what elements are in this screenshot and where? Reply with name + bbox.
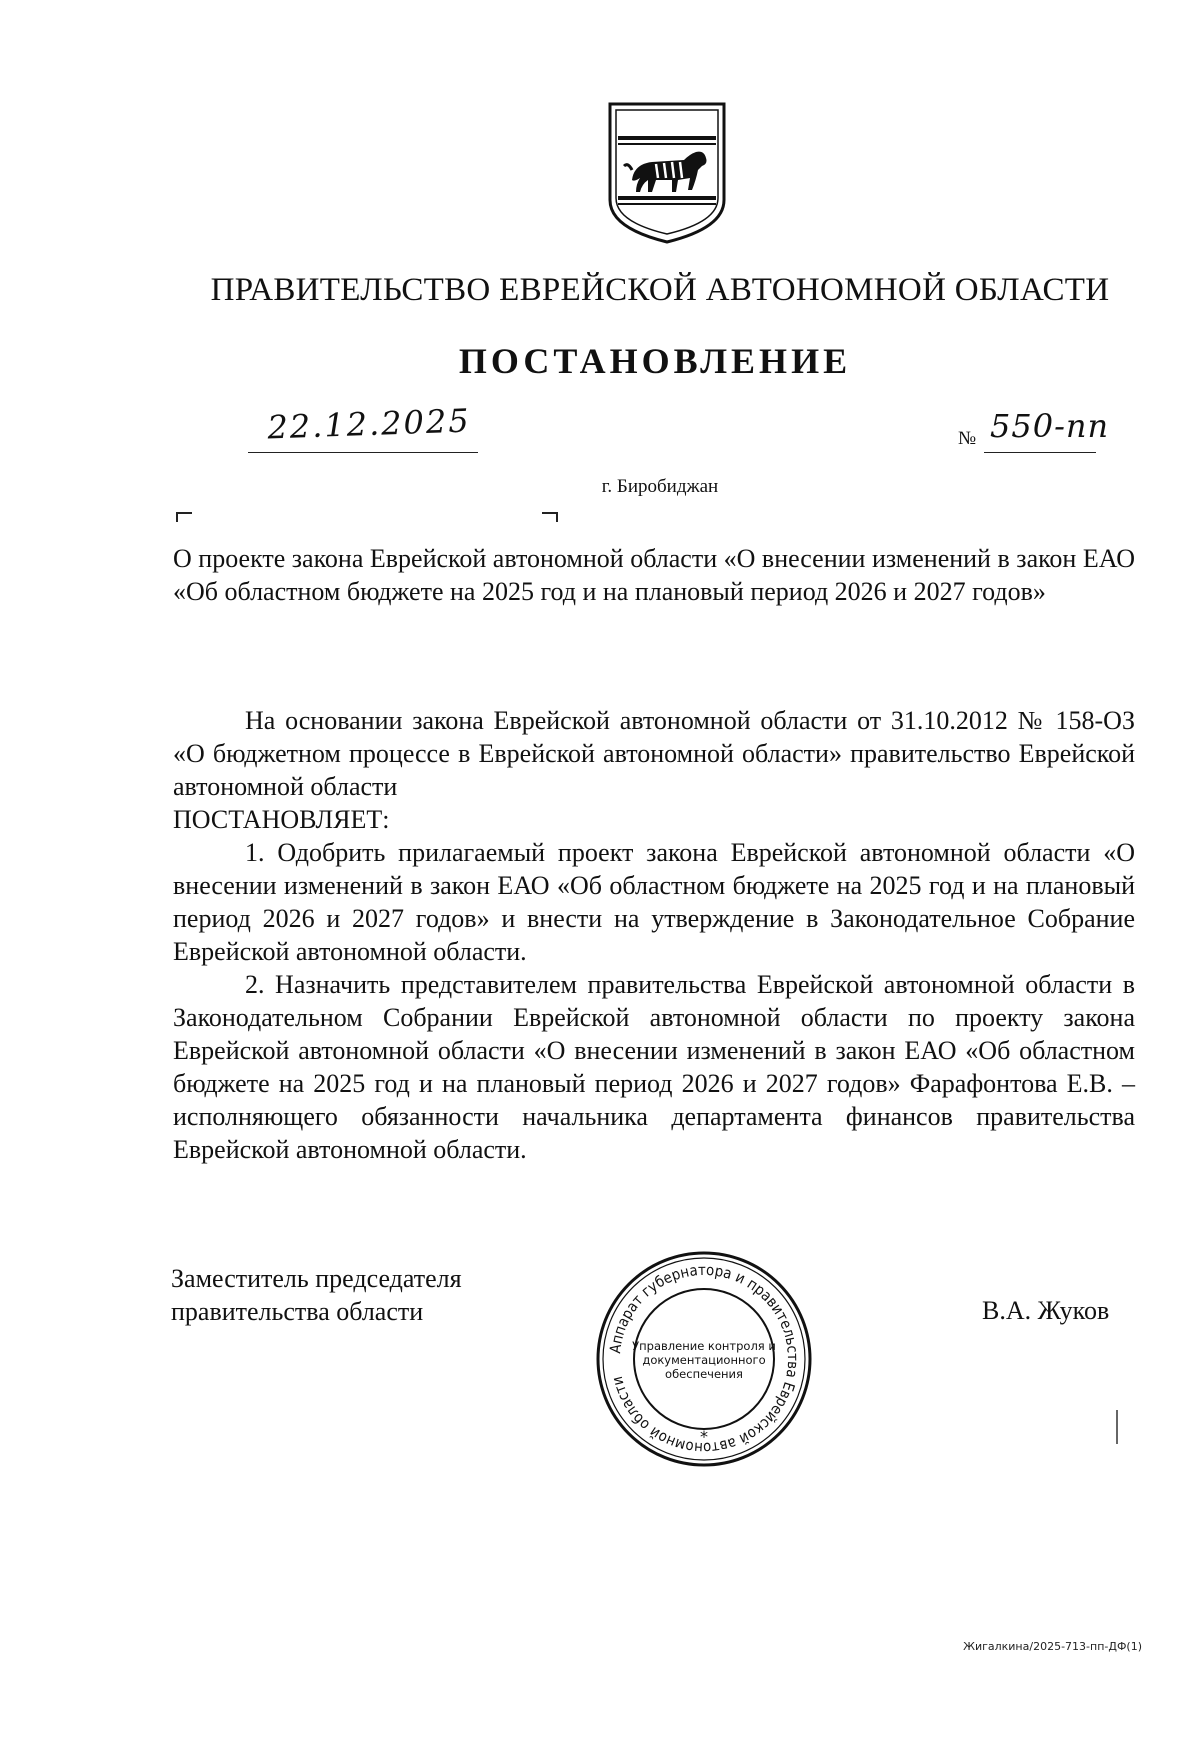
signatory-position-line1: Заместитель председателя — [171, 1264, 462, 1293]
government-title: ПРАВИТЕЛЬСТВО ЕВРЕЙСКОЙ АВТОНОМНОЙ ОБЛАСТИ — [210, 272, 1110, 308]
number-sign: № — [958, 428, 977, 449]
document-type-heading: ПОСТАНОВЛЕНИЕ — [458, 341, 852, 381]
decree-item-1: 1. Одобрить прилагаемый проект закона Еврейской автономной области «О внесении изменений в закон ЕАО «Об областном бюджете на 2025 год и на плановый период 2026 и 2027 годов» и внести на утверждение в Законодательное Собрание Еврейской автономной области. — [173, 838, 1135, 966]
preamble-paragraph: На основании закона Еврейской автономной области от 31.10.2012 № 158-ОЗ «О бюджетном процессе в Еврейской автономной области» правительство Еврейской автономной области — [173, 706, 1135, 801]
document-number: 550-пп — [990, 407, 1110, 445]
subject-bracket-right — [542, 512, 558, 522]
subject-bracket-left — [176, 512, 192, 522]
number-underline — [984, 452, 1096, 453]
official-stamp — [595, 1250, 813, 1468]
stamp-ring-text: Аппарат губернатора и правительства Еврейской автономной области — [606, 1260, 803, 1458]
coat-of-arms-icon — [606, 100, 728, 246]
stamp-center-line2: документационного — [642, 1353, 766, 1367]
signatory-position-line2: правительства области — [171, 1297, 424, 1326]
stamp-center-line1: Управление контроля и — [632, 1339, 776, 1353]
stamp-star: * — [700, 1427, 708, 1446]
stamp-center-line3: обеспечения — [665, 1367, 743, 1381]
document-subject: О проекте закона Еврейской автономной области «О внесении изменений в закон ЕАО «Об областном бюджете на 2025 год и на плановый период 2026 и 2027 годов» — [173, 544, 1135, 606]
decree-item-2: 2. Назначить представителем правительства Еврейской автономной области в Законодательном Собрании Еврейской автономной области по проекту закона Еврейской автономной области «О внесении изменений в закон ЕАО «Об областном бюджете на 2025 год и на плановый период 2026 и 2027 годов» Фарафонтова Е.В. – исполняющего обязанности начальника департамента финансов правительства Еврейской автономной области. — [173, 970, 1135, 1164]
margin-mark — [1116, 1410, 1118, 1444]
decree-word: ПОСТАНОВЛЯЕТ: — [173, 805, 390, 834]
document-date: 22.12.2025 — [266, 401, 472, 447]
coat-of-arms-shield — [606, 100, 728, 246]
signatory-position — [171, 1262, 462, 1328]
stamp-seal-icon — [595, 1250, 813, 1468]
date-underline — [248, 452, 478, 453]
footer-document-code: Жигалкина/2025-713-пп-ДФ(1) — [963, 1640, 1142, 1653]
city: г. Биробиджан — [601, 476, 719, 497]
signatory-name: В.А. Жуков — [982, 1296, 1110, 1325]
